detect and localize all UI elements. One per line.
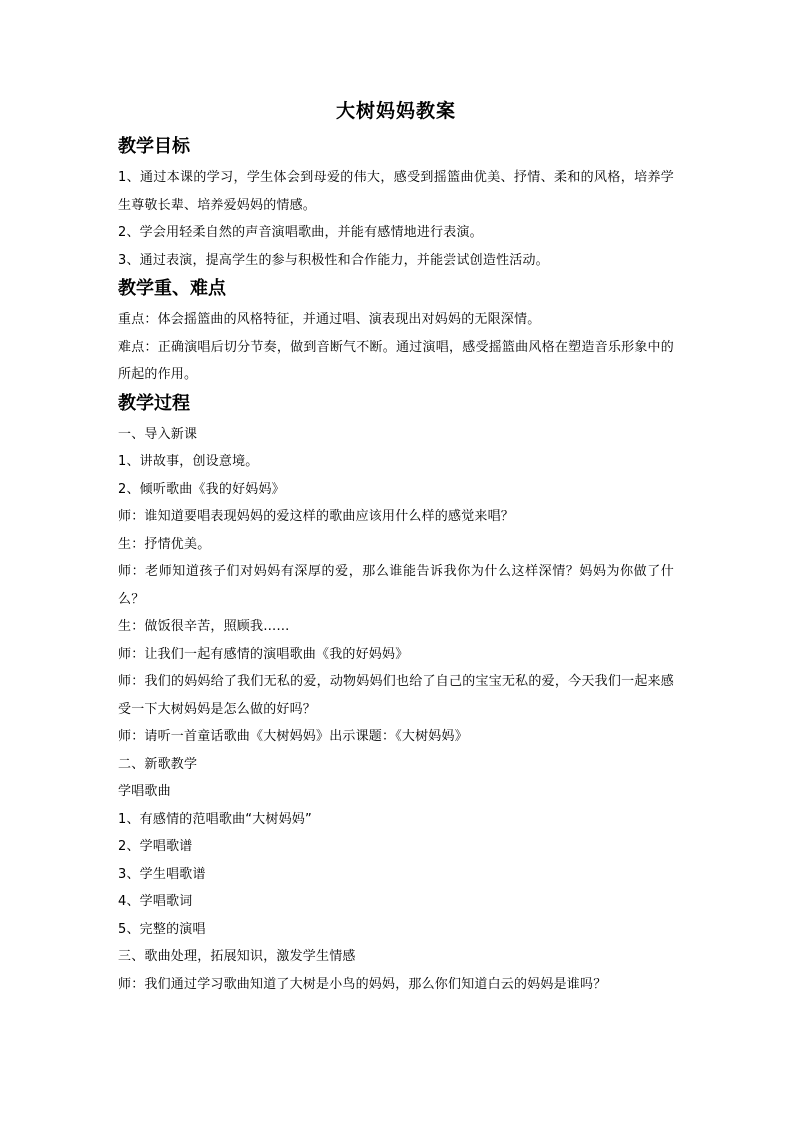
paragraph: 师：我们通过学习歌曲知道了大树是小鸟的妈妈，那么你们知道白云的妈妈是谁吗？ <box>118 976 607 992</box>
paragraph: 二、新歌教学 <box>118 756 198 772</box>
paragraph: 1、通过本课的学习，学生体会到母爱的伟大，感受到摇篮曲优美、抒情、柔和的风格，培养学生尊敬长辈、培养爱妈妈的情感。 <box>118 170 674 213</box>
paragraph: 师：让我们一起有感情的演唱歌曲《我的好妈妈》 <box>118 646 409 662</box>
paragraph: 师：老师知道孩子们对妈妈有深厚的爱，那么谁能告诉我你为什么这样深情？妈妈为你做了什么？ <box>118 564 674 607</box>
paragraph: 学唱歌曲 <box>118 784 171 799</box>
paragraph: 难点：正确演唱后切分节奏，做到音断气不断。通过演唱，感受摇篮曲风格在塑造音乐形象中的所起的作用。 <box>118 339 674 382</box>
paragraph: 2、学会用轻柔自然的声音演唱歌曲，并能有感情地进行表演。 <box>118 225 483 240</box>
paragraph: 师：请听一首童话歌曲《大树妈妈》出示课题：《大树妈妈》 <box>118 729 468 744</box>
paragraph: 4、学唱歌词 <box>118 894 193 909</box>
paragraph: 师：我们的妈妈给了我们无私的爱，动物妈妈们也给了自己的宝宝无私的爱，今天我们一起来感受一下大树妈妈是怎么做的好吗？ <box>118 674 674 717</box>
paragraph: 生：抒情优美。 <box>118 536 211 552</box>
paragraph: 3、通过表演，提高学生的参与积极性和合作能力，并能尝试创造性活动。 <box>118 252 549 268</box>
paragraph: 2、学唱歌谱 <box>118 839 193 854</box>
document-title: 大树妈妈教案 <box>335 100 456 122</box>
paragraph: 5、完整的演唱 <box>118 921 206 937</box>
paragraph: 1、讲故事，创设意境。 <box>118 454 259 469</box>
paragraph: 1、有感情的范唱歌曲“大树妈妈” <box>118 811 312 827</box>
paragraph: 一、导入新课 <box>118 426 198 442</box>
paragraph: 2、倾听歌曲《我的好妈妈》 <box>118 481 285 497</box>
section-heading-key-points: 教学重、难点 <box>118 278 226 299</box>
section-heading-goals: 教学目标 <box>118 136 190 157</box>
paragraph: 师：谁知道要唱表现妈妈的爱这样的歌曲应该用什么样的感觉来唱？ <box>118 509 515 524</box>
paragraph: 生：做饭很辛苦，照顾我…… <box>118 619 290 634</box>
paragraph: 3、学生唱歌谱 <box>118 866 206 882</box>
section-heading-process: 教学过程 <box>118 392 190 414</box>
paragraph: 重点：体会摇篮曲的风格特征，并通过唱、演表现出对妈妈的无限深情。 <box>118 312 541 327</box>
paragraph: 三、歌曲处理，拓展知识，激发学生情感 <box>118 949 356 964</box>
